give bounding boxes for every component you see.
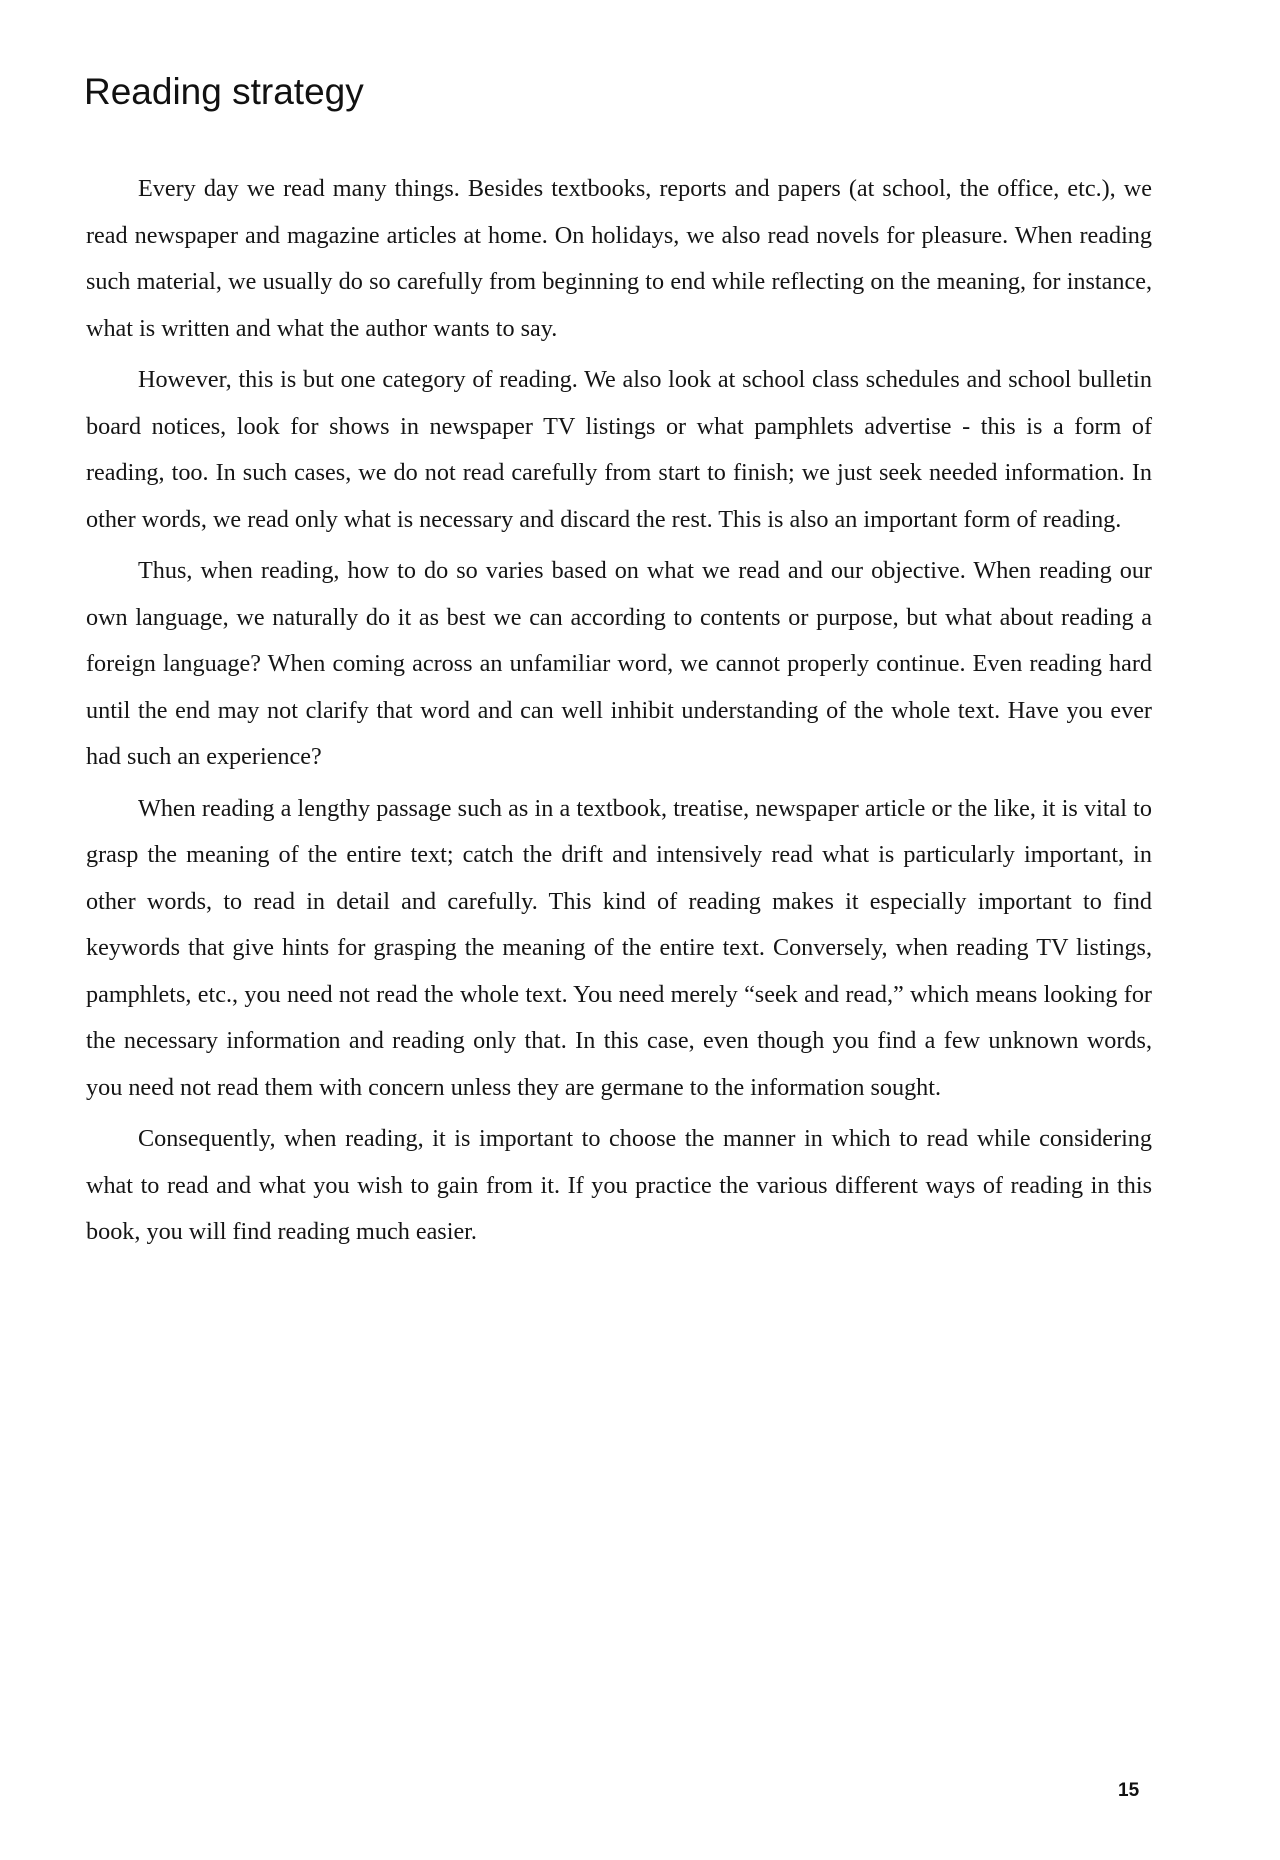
- paragraph-4: When reading a lengthy passage such as in a textbook, treatise, newspaper article or the like, it is vital to grasp the meaning of the entire text; catch the drift and intensively read what is particularly important, in other words, to read in detail and carefully. This kind of reading makes it especially important to find keywords that give hints for grasping the meaning of the entire text. Conversely, when reading TV listings, pamphlets, etc., you need not read the whole text. You need merely “seek and read,” which means looking for the necessary information and reading only that. In this case, even though you find a few unknown words, you need not read them with concern unless they are germane to the information sought.: [86, 794, 1152, 1101]
- article-body: [86, 166, 1152, 1261]
- paragraph-1: Every day we read many things. Besides textbooks, reports and papers (at school, the office, etc.), we read newspaper and magazine articles at home. On holidays, we also read novels for pleasure. When reading such material, we usually do so carefully from beginning to end while reflecting on the meaning, for instance, what is written and what the author wants to say.: [86, 175, 1152, 342]
- page-number: 15: [1118, 1780, 1140, 1801]
- page-title: Reading strategy: [84, 71, 364, 112]
- paragraph-5: Consequently, when reading, it is important to choose the manner in which to read while considering what to read and what you wish to gain from it. If you practice the various different ways of reading in this book, you will find reading much easier.: [86, 1125, 1152, 1245]
- paragraph-2: However, this is but one category of reading. We also look at school class schedules and school bulletin board notices, look for shows in newspaper TV listings or what pamphlets advertise - this is a form of reading, too. In such cases, we do not read carefully from start to finish; we just seek needed information. In other words, we read only what is necessary and discard the rest. This is also an important form of reading.: [86, 366, 1152, 533]
- paragraph-3: Thus, when reading, how to do so varies based on what we read and our objective. When reading our own language, we naturally do it as best we can according to contents or purpose, but what about reading a foreign language? When coming across an unfamiliar word, we cannot properly continue. Even reading hard until the end may not clarify that word and can well inhibit understanding of the whole text. Have you ever had such an experience?: [86, 557, 1152, 770]
